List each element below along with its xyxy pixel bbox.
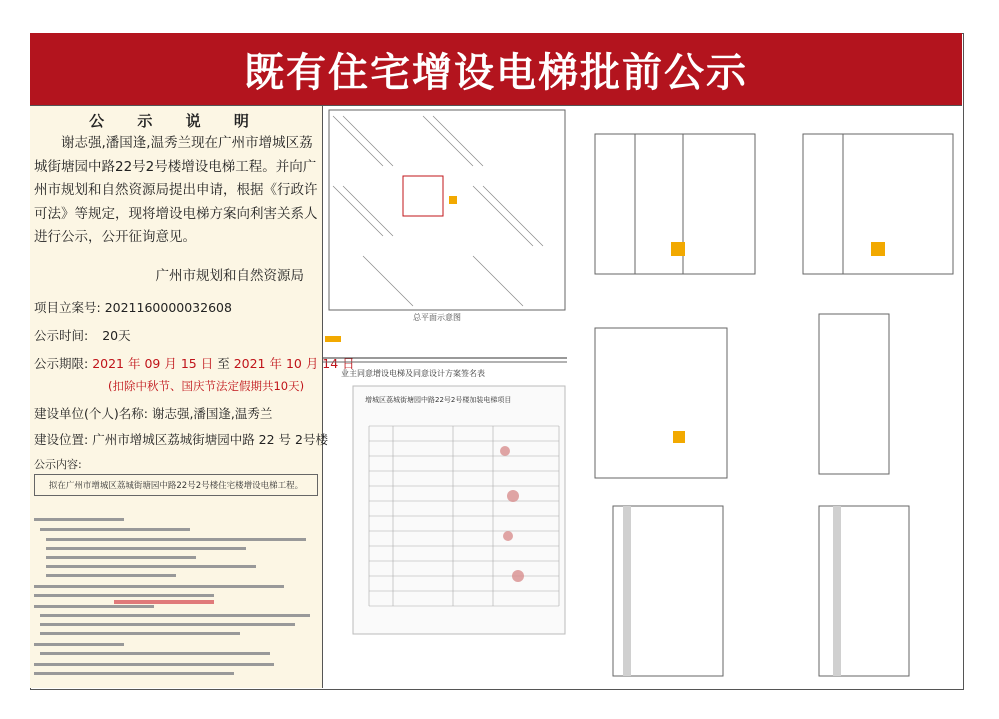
signature-section-title: 业主同意增设电梯及同意设计方案签名表	[341, 369, 485, 378]
applicant-label: 建设单位(个人)名称:	[34, 406, 148, 421]
location-row	[34, 430, 328, 448]
content-value: 拟在广州市增城区荔城街塘园中路22号2号楼住宅楼增设电梯工程。	[48, 481, 304, 491]
project-no-row	[34, 298, 232, 316]
project-no-value: 2021160000032608	[104, 300, 232, 315]
signature-section	[323, 362, 567, 634]
drawings-panel	[323, 106, 962, 688]
term-note: (扣除中秋节、国庆节法定假期共10天)	[108, 379, 305, 393]
location-value: 广州市增城区荔城街塘园中路 22 号 2号楼	[92, 432, 328, 447]
period-label: 公示时间:	[34, 328, 89, 343]
title-banner	[30, 33, 962, 106]
applicant-value: 谢志强,潘国逢,温秀兰	[151, 406, 273, 421]
project-no-label: 项目立案号:	[34, 300, 101, 315]
applicant-row	[34, 404, 272, 422]
content-label: 公示内容:	[34, 458, 82, 471]
term-row	[34, 354, 355, 372]
site-plan-caption: 总平面示意图	[413, 313, 461, 322]
term-from: 2021 年 09 月 15 日	[92, 356, 214, 371]
signature-table-title: 增城区荔城街塘园中路22号2号楼加装电梯项目	[365, 396, 512, 404]
site-plan-drawing	[323, 110, 567, 358]
fine-print-area	[34, 516, 316, 684]
content-box	[34, 474, 318, 496]
period-value: 20天	[102, 328, 131, 343]
architectural-drawings	[323, 106, 962, 688]
notice-heading: 公 示 说 明	[89, 112, 263, 130]
notice-panel	[30, 106, 355, 688]
location-label: 建设位置:	[34, 432, 89, 447]
floor-plan-drawings	[595, 134, 953, 676]
notice-body: 谢志强,潘国逢,温秀兰现在广州市增城区荔城街塘园中路22号2号楼增设电梯工程。并向广州市规划和自然资源局提出申请，根据《行政许可法》等规定，现将增设电梯方案向利害关系人进行公示，公开征询意见。	[34, 135, 318, 245]
term-label: 公示期限:	[34, 356, 89, 371]
issuer-name: 广州市规划和自然资源局	[155, 268, 304, 284]
term-to: 2021 年 10 月 14 日	[233, 356, 355, 371]
period-row	[34, 326, 131, 344]
term-to-word: 至	[217, 356, 230, 371]
page-title: 既有住宅增设电梯批前公示	[244, 49, 748, 96]
